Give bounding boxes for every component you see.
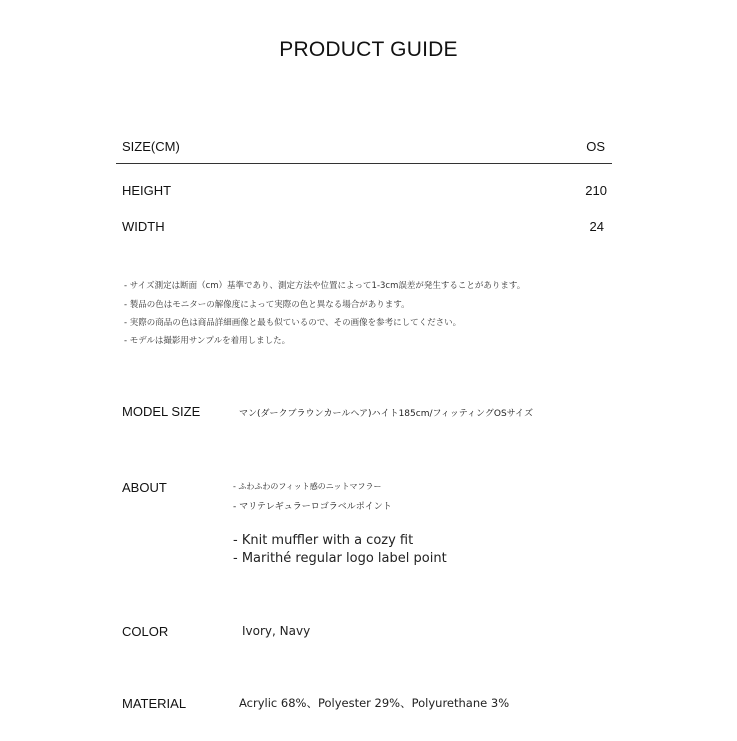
size-row-width-value: 24 bbox=[589, 219, 604, 234]
size-header-value: OS bbox=[586, 139, 605, 154]
note-product-color: - 実際の商品の色は商品詳細画像と最も似ているので、その画像を参考にしてください。 bbox=[124, 318, 462, 328]
about-label: ABOUT bbox=[122, 480, 167, 495]
about-jp-line-2: - マリテレギュラーロゴラベルポイント bbox=[233, 502, 392, 512]
size-row-width-label: WIDTH bbox=[122, 219, 165, 234]
about-en-line-1: - Knit muffler with a cozy fit bbox=[233, 533, 414, 548]
size-header-label: SIZE(CM) bbox=[122, 139, 180, 154]
note-monitor-color: - 製品の色はモニターの解像度によって実際の色と異なる場合があります。 bbox=[124, 300, 410, 310]
size-row-height-value: 210 bbox=[585, 183, 607, 198]
note-measurement: - サイズ測定は断面（cm）基準であり、測定方法や位置によって1-3cm誤差が発生することがあります。 bbox=[124, 281, 526, 291]
material-label: MATERIAL bbox=[122, 696, 187, 711]
material-value: Acrylic 68%、Polyester 29%、Polyurethane 3% bbox=[239, 696, 510, 710]
color-label: COLOR bbox=[122, 624, 169, 639]
about-jp-line-1: - ふわふわのフィット感のニットマフラー bbox=[233, 482, 382, 491]
about-en-line-2: - Marithé regular logo label point bbox=[233, 551, 447, 566]
size-table-divider bbox=[116, 163, 612, 164]
size-row-height-label: HEIGHT bbox=[122, 183, 172, 198]
model-size-value: マン(ダークブラウンカールヘア)ハイト185cm/フィッティングOSサイズ bbox=[239, 409, 533, 419]
model-size-label: MODEL SIZE bbox=[122, 404, 201, 419]
page-title: PRODUCT GUIDE bbox=[279, 38, 458, 61]
color-value: Ivory, Navy bbox=[242, 624, 311, 638]
note-model-sample: - モデルは撮影用サンプルを着用しました。 bbox=[124, 336, 291, 346]
